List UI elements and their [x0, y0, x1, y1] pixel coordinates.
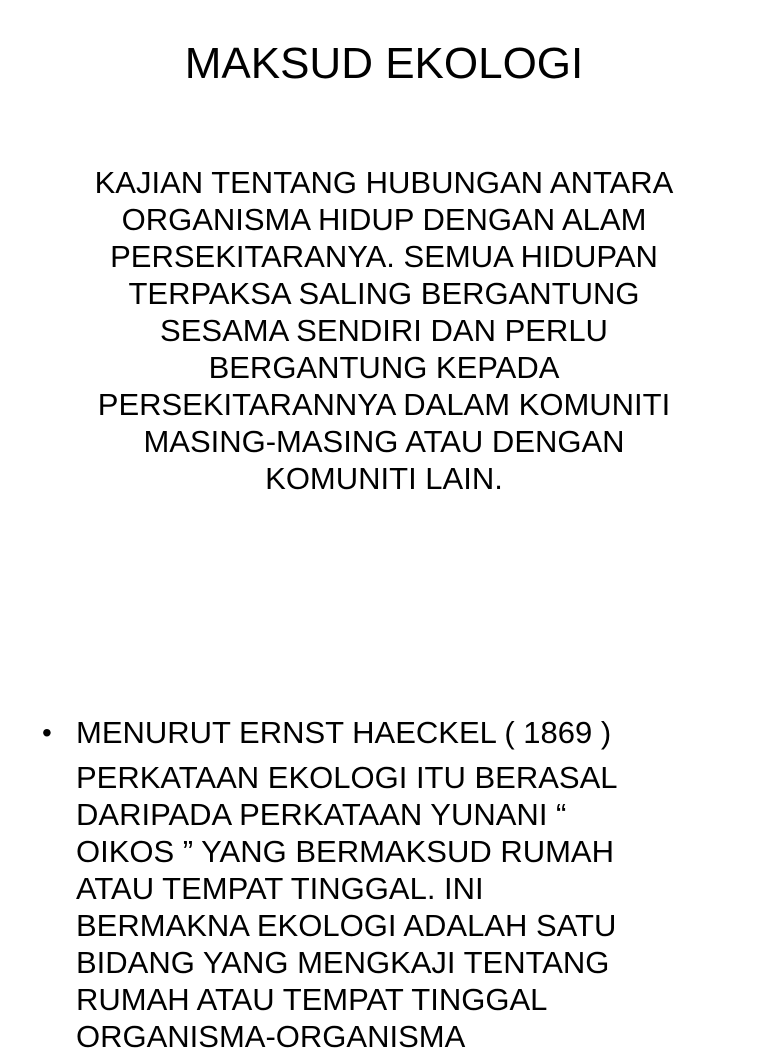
paragraph-line: RUMAH ATAU TEMPAT TINGGAL [76, 982, 548, 1017]
definition-line: KAJIAN TENTANG HUBUNGAN ANTARA [94, 165, 674, 200]
paragraph-line: BIDANG YANG MENGKAJI TENTANG [76, 945, 610, 980]
paragraph-line: ORGANISMA-ORGANISMA [76, 1019, 466, 1054]
definition-line: MASING-MASING ATAU DENGAN [143, 424, 625, 459]
paragraph-line: PERKATAAN EKOLOGI ITU BERASAL [76, 760, 618, 795]
definition-line: ORGANISMA HIDUP DENGAN ALAM [121, 202, 647, 237]
paragraph-line: OIKOS ” YANG BERMAKSUD RUMAH [76, 834, 614, 869]
paragraph-line: ATAU TEMPAT TINGGAL. INI [76, 871, 484, 906]
bullet-paragraph [76, 759, 742, 1055]
page-title: MAKSUD EKOLOGI [184, 39, 584, 88]
bullet-heading: MENURUT ERNST HAECKEL ( 1869 ) [76, 715, 612, 750]
definition-line: KOMUNITI LAIN. [265, 461, 503, 496]
definition-line: TERPAKSA SALING BERGANTUNG [128, 276, 640, 311]
definition-line: BERGANTUNG KEPADA [208, 350, 560, 385]
definition-line: SESAMA SENDIRI DAN PERLU [160, 313, 608, 348]
bullet-list [42, 714, 742, 1055]
paragraph-line: DARIPADA PERKATAAN YUNANI “ [76, 797, 567, 832]
definition-line: PERSEKITARANYA. SEMUA HIDUPAN [110, 239, 658, 274]
bullet-item [42, 714, 742, 751]
paragraph-line: BERMAKNA EKOLOGI ADALAH SATU [76, 908, 617, 943]
definition-line: PERSEKITARANNYA DALAM KOMUNITI [97, 387, 671, 422]
bullet-marker: • [42, 717, 52, 748]
definition-paragraph [40, 164, 728, 497]
